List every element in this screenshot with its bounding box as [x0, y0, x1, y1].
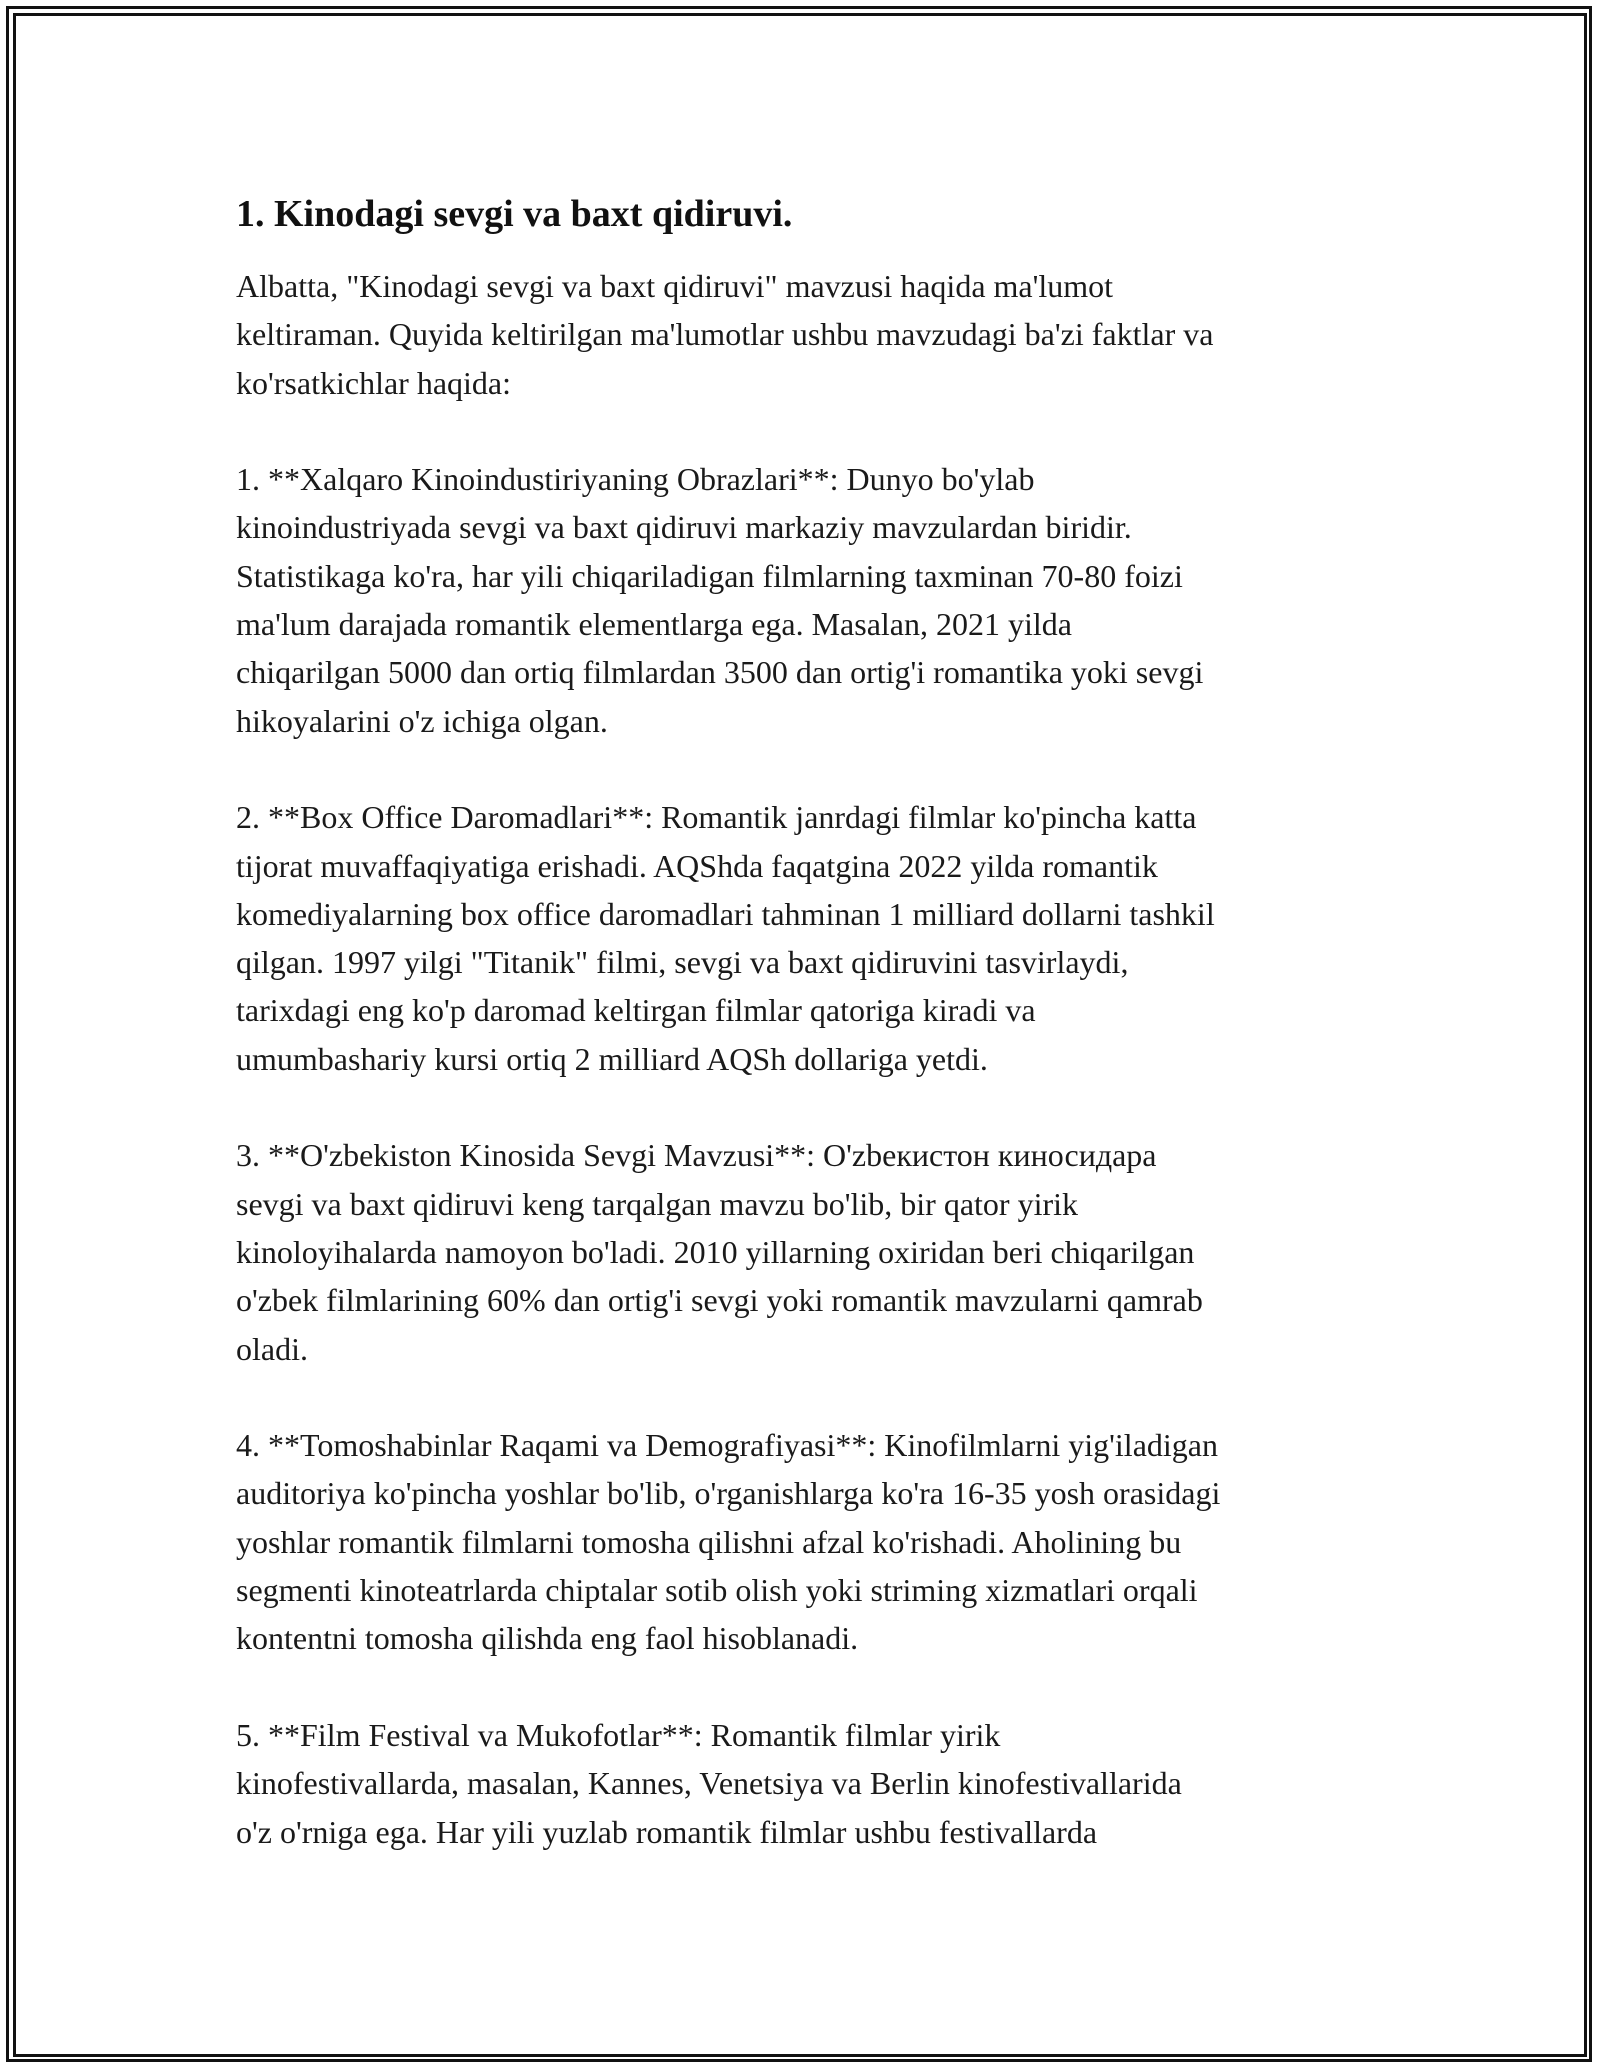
intro-paragraph [236, 262, 1386, 407]
text-line: kinoindustriyada sevgi va baxt qidiruvi markaziy mavzulardan biridir. [236, 509, 1132, 546]
text-line: Statistikaga ko'ra, har yili chiqariladigan filmlarning taxminan 70-80 foizi [236, 557, 1183, 594]
text-line: 4. **Tomoshabinlar Raqami va Demografiyasi**: Kinofilmlarni yig'iladigan [236, 1427, 1218, 1464]
point-2-paragraph [236, 793, 1386, 1083]
text-line: kinoloyihalarda namoyon bo'ladi. 2010 yillarning oxiridan beri chiqarilgan [236, 1233, 1195, 1270]
text-line: 3. **O'zbekiston Kinosida Sevgi Mavzusi**: O'zbекистон киносидара [236, 1137, 1157, 1174]
text-line: auditoriya ko'pincha yoshlar bo'lib, o'rganishlarga ko'ra 16-35 yosh orasidagi [236, 1475, 1221, 1512]
text-line: oladi. [236, 1330, 308, 1367]
text-line: 5. **Film Festival va Mukofotlar**: Romantik filmlar yirik [236, 1716, 1001, 1753]
text-line: kontentni tomosha qilishda eng faol hisoblanadi. [236, 1620, 859, 1657]
text-line: o'zbek filmlarining 60% dan ortig'i sevgi yoki romantik mavzularni qamrab [236, 1282, 1203, 1319]
text-line: tarixdagi eng ko'p daromad keltirgan filmlar qatoriga kiradi va [236, 992, 1036, 1029]
point-4-paragraph [236, 1421, 1386, 1662]
text-line: Albatta, "Kinodagi sevgi va baxt qidiruvi" mavzusi haqida ma'lumot [236, 268, 1114, 304]
text-line: ma'lum darajada romantik elementlarga ega. Masalan, 2021 yilda [236, 606, 1072, 643]
text-line: 1. **Xalqaro Kinoindustiriyaning Obrazlari**: Dunyo bo'ylab [236, 461, 1035, 498]
text-line: o'z o'rniga ega. Har yili yuzlab romantik filmlar ushbu festivallarda [236, 1813, 1098, 1850]
document-body [236, 188, 1386, 1904]
text-line: sevgi va baxt qidiruvi keng tarqalgan mavzu bo'lib, bir qator yirik [236, 1185, 1078, 1222]
text-line: komediyalarning box office daromadlari tahminan 1 milliard dollarni tashkil [236, 895, 1215, 932]
document-title: 1. Kinodagi sevgi va baxt qidiruvi. [236, 193, 793, 235]
text-line: chiqarilgan 5000 dan ortiq filmlardan 3500 dan ortig'i romantika yoki sevgi [236, 654, 1204, 691]
point-5-paragraph [236, 1711, 1386, 1856]
text-line: hikoyalarini o'z ichiga olgan. [236, 702, 608, 739]
text-line: kinofestivallarda, masalan, Kannes, Venetsiya va Berlin kinofestivallarida [236, 1765, 1182, 1802]
text-line: keltiraman. Quyida keltirilgan ma'lumotlar ushbu mavzudagi ba'zi faktlar va [236, 316, 1214, 353]
point-1-paragraph [236, 455, 1386, 745]
text-line: segmenti kinoteatrlarda chiptalar sotib olish yoki striming xizmatlari orqali [236, 1572, 1198, 1609]
text-line: yoshlar romantik filmlarni tomosha qilishni afzal ko'rishadi. Aholining bu [236, 1523, 1182, 1560]
text-line: umumbashariy kursi ortiq 2 milliard AQSh dollariga yetdi. [236, 1040, 988, 1077]
text-line: ko'rsatkichlar haqida: [236, 364, 511, 401]
text-line: tijorat muvaffaqiyatiga erishadi. AQShda faqatgina 2022 yilda romantik [236, 847, 1158, 884]
text-line: 2. **Box Office Daromadlari**: Romantik janrdagi filmlar ko'pincha katta [236, 799, 1197, 836]
point-3-paragraph [236, 1131, 1386, 1372]
text-line: qilgan. 1997 yilgi "Titanik" filmi, sevgi va baxt qidiruvini tasvirlaydi, [236, 944, 1129, 981]
